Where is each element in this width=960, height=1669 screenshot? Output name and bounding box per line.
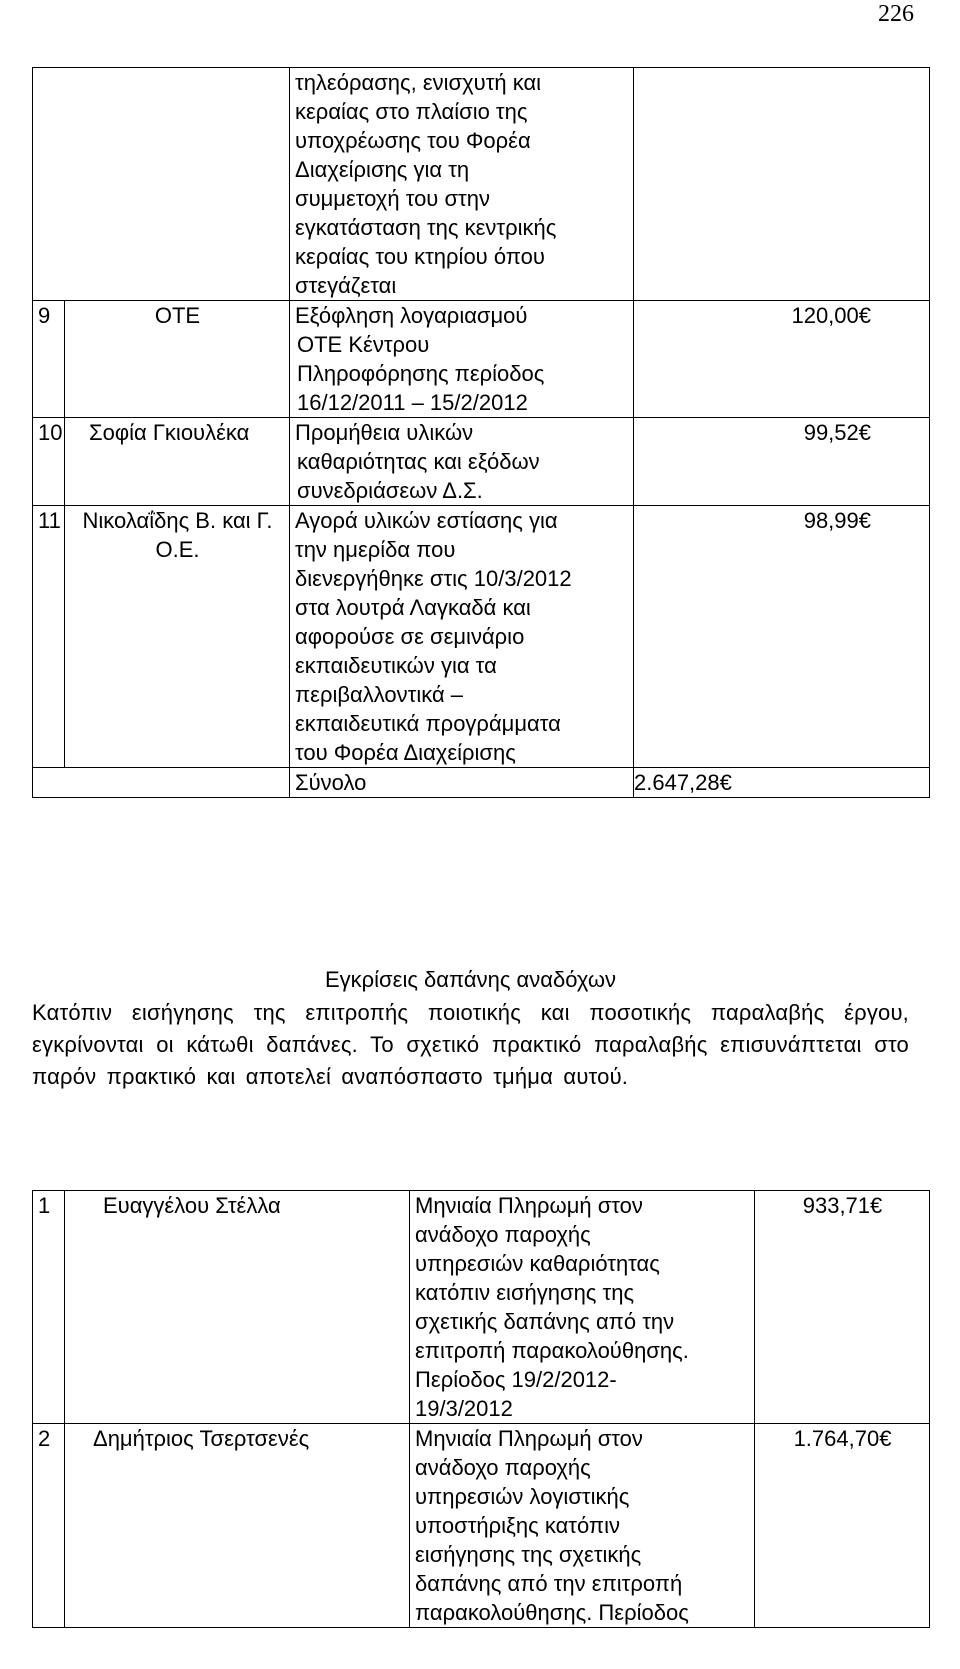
description-line: εκπαιδευτικών για τα bbox=[295, 653, 497, 678]
section-paragraph: Κατόπιν εισήγησης της επιτροπής ποιοτικής και ποσοτικής παραλαβής έργου, εγκρίνονται οι κάτωθι δαπάνες. Το σχετικό πρακτικό παραλαβής επισυνάπτεται στο παρόν πρακτικό και αποτελεί αναπόσπαστο τμήμα αυτού. bbox=[32, 1000, 909, 1089]
table-cell-empty bbox=[33, 768, 290, 798]
description-line: κεραίας του κτηρίου όπου bbox=[295, 244, 545, 269]
description-line: αφορούσε σε σεμινάριο bbox=[295, 624, 525, 649]
description-line: εγκατάσταση της κεντρικής bbox=[295, 215, 557, 240]
table-cell-amount bbox=[634, 68, 930, 301]
section-title: Εγκρίσεις δαπάνης αναδόχων bbox=[324, 967, 617, 992]
expenses-table bbox=[32, 67, 930, 798]
description-line: Προμήθεια υλικών bbox=[295, 420, 474, 445]
description-line: καθαριότητας και εξόδων bbox=[297, 449, 540, 474]
description-line: Περίοδος 19/2/2012- bbox=[415, 1367, 617, 1392]
table-cell-number: 10 bbox=[33, 418, 65, 506]
name-line: Σοφία Γκιουλέκα bbox=[89, 420, 250, 445]
table-cell-name bbox=[65, 418, 290, 506]
description-line: την ημερίδα που bbox=[295, 537, 456, 562]
table-row bbox=[33, 1191, 930, 1424]
description-line: υποστήριξης κατόπιν bbox=[415, 1513, 620, 1538]
description-line: Εξόφληση λογαριασμού bbox=[295, 303, 528, 328]
description-line: στεγάζεται bbox=[295, 273, 397, 298]
description-line: του Φορέα Διαχείρισης bbox=[295, 740, 516, 765]
description-line: υποχρέωσης του Φορέα bbox=[295, 128, 531, 153]
table-cell-name: Δημήτριος Τσερτσενές bbox=[65, 1424, 410, 1628]
description-line: κεραίας στο πλαίσιο της bbox=[295, 99, 528, 124]
total-label: Σύνολο bbox=[290, 768, 634, 798]
table-row bbox=[33, 68, 930, 301]
table-cell-description bbox=[290, 506, 634, 768]
description-line: σχετικής δαπάνης από την bbox=[415, 1309, 675, 1334]
description-line: παρακολούθησης. Περίοδος bbox=[415, 1600, 689, 1625]
table-row bbox=[33, 418, 930, 506]
description-line: εκπαιδευτικά προγράμματα bbox=[295, 711, 561, 736]
table-cell-number: 9 bbox=[33, 301, 65, 418]
description-line: διενεργήθηκε στις 10/3/2012 bbox=[295, 566, 572, 591]
description-line: 19/3/2012 bbox=[415, 1396, 513, 1421]
table-total-row bbox=[33, 768, 930, 798]
description-line: Μηνιαία Πληρωμή στον bbox=[415, 1193, 643, 1218]
description-line: επιτροπή παρακολούθησης. bbox=[415, 1338, 689, 1363]
description-line: ΟΤΕ Κέντρου bbox=[297, 332, 430, 357]
table-cell-amount: 933,71€ bbox=[755, 1191, 930, 1424]
description-line: τηλεόρασης, ενισχυτή και bbox=[295, 70, 542, 95]
table-cell-empty bbox=[33, 68, 290, 301]
description-line: Μηνιαία Πληρωμή στον bbox=[415, 1426, 643, 1451]
name-line: Νικολαΐδης Β. και Γ. bbox=[82, 508, 273, 533]
description-line: συνεδριάσεων Δ.Σ. bbox=[297, 478, 483, 503]
description-line: συμμετοχή του στην bbox=[295, 186, 490, 211]
table-cell-description bbox=[290, 68, 634, 301]
description-line: ανάδοχο παροχής bbox=[415, 1222, 591, 1247]
description-line: υπηρεσιών καθαριότητας bbox=[415, 1251, 660, 1276]
table-cell-description bbox=[410, 1191, 755, 1424]
table-cell-description bbox=[290, 301, 634, 418]
table-cell-amount: 120,00€ bbox=[634, 301, 930, 418]
table-cell-name: Ευαγγέλου Στέλλα bbox=[65, 1191, 410, 1424]
name-line: ΟΤΕ bbox=[154, 303, 201, 328]
page-number: 226 bbox=[878, 1, 914, 27]
table-cell-amount: 1.764,70€ bbox=[755, 1424, 930, 1628]
description-line: στα λουτρά Λαγκαδά και bbox=[295, 595, 531, 620]
approval-section bbox=[32, 964, 909, 1093]
table-row bbox=[33, 1424, 930, 1628]
table-cell-amount: 98,99€ bbox=[634, 506, 930, 768]
description-line: υπηρεσιών λογιστικής bbox=[415, 1484, 630, 1509]
table-row bbox=[33, 506, 930, 768]
description-line: 16/12/2011 – 15/2/2012 bbox=[297, 390, 528, 415]
table-cell-description bbox=[290, 418, 634, 506]
table-cell-number: 1 bbox=[33, 1191, 65, 1424]
description-line: εισήγησης της σχετικής bbox=[415, 1542, 642, 1567]
description-line: δαπάνης από την επιτροπή bbox=[415, 1571, 683, 1596]
total-value: 2.647,28€ bbox=[634, 768, 930, 798]
table-cell-number: 11 bbox=[33, 506, 65, 768]
description-line: Πληροφόρησης περίοδος bbox=[297, 361, 545, 386]
description-line: Διαχείρισης για τη bbox=[295, 157, 470, 182]
table-cell-number: 2 bbox=[33, 1424, 65, 1628]
table-row bbox=[33, 301, 930, 418]
table-cell-description bbox=[410, 1424, 755, 1628]
description-line: περιβαλλοντικά – bbox=[295, 682, 464, 707]
table-cell-amount: 99,52€ bbox=[634, 418, 930, 506]
description-line: Αγορά υλικών εστίασης για bbox=[295, 508, 558, 533]
description-line: κατόπιν εισήγησης της bbox=[415, 1280, 635, 1305]
name-line: Ο.Ε. bbox=[155, 537, 200, 562]
table-cell-name bbox=[65, 301, 290, 418]
description-line: ανάδοχο παροχής bbox=[415, 1455, 591, 1480]
table-cell-name bbox=[65, 506, 290, 768]
contractor-expenses-table bbox=[32, 1190, 930, 1628]
